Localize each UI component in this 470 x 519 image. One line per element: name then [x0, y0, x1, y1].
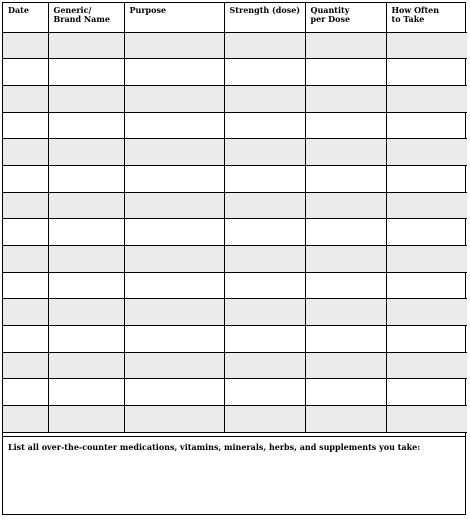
cell-how-often[interactable] [386, 406, 467, 433]
cell-date[interactable] [3, 85, 48, 112]
cell-purpose[interactable] [124, 379, 224, 406]
cell-how-often[interactable] [386, 139, 467, 166]
cell-purpose[interactable] [124, 219, 224, 246]
cell-quantity-per-dose[interactable] [305, 165, 386, 192]
otc-section [3, 436, 465, 514]
cell-date[interactable] [3, 246, 48, 273]
cell-purpose[interactable] [124, 139, 224, 166]
otc-label: List all over-the-counter medications, vitamins, minerals, herbs, and supplements you take: [8, 442, 421, 452]
cell-how-often[interactable] [386, 352, 467, 379]
table-row [3, 112, 467, 139]
cell-date[interactable] [3, 165, 48, 192]
cell-generic-brand-name[interactable] [48, 326, 124, 353]
cell-strength[interactable] [224, 139, 305, 166]
table-row [3, 406, 467, 433]
table-row [3, 139, 467, 166]
table-row [3, 379, 467, 406]
cell-strength[interactable] [224, 32, 305, 59]
cell-date[interactable] [3, 32, 48, 59]
cell-purpose[interactable] [124, 32, 224, 59]
cell-date[interactable] [3, 379, 48, 406]
cell-strength[interactable] [224, 272, 305, 299]
table-row [3, 246, 467, 273]
cell-quantity-per-dose[interactable] [305, 299, 386, 326]
table-row [3, 326, 467, 353]
table-row [3, 32, 467, 59]
cell-generic-brand-name[interactable] [48, 165, 124, 192]
cell-date[interactable] [3, 59, 48, 86]
cell-purpose[interactable] [124, 299, 224, 326]
table-row [3, 352, 467, 379]
cell-how-often[interactable] [386, 59, 467, 86]
cell-how-often[interactable] [386, 246, 467, 273]
cell-generic-brand-name[interactable] [48, 219, 124, 246]
cell-generic-brand-name[interactable] [48, 272, 124, 299]
cell-purpose[interactable] [124, 352, 224, 379]
cell-quantity-per-dose[interactable] [305, 112, 386, 139]
cell-date[interactable] [3, 406, 48, 433]
cell-quantity-per-dose[interactable] [305, 219, 386, 246]
cell-how-often[interactable] [386, 219, 467, 246]
cell-quantity-per-dose[interactable] [305, 246, 386, 273]
cell-strength[interactable] [224, 326, 305, 353]
cell-quantity-per-dose[interactable] [305, 352, 386, 379]
cell-purpose[interactable] [124, 406, 224, 433]
cell-generic-brand-name[interactable] [48, 352, 124, 379]
cell-strength[interactable] [224, 246, 305, 273]
cell-date[interactable] [3, 192, 48, 219]
cell-purpose[interactable] [124, 192, 224, 219]
cell-quantity-per-dose[interactable] [305, 59, 386, 86]
cell-strength[interactable] [224, 192, 305, 219]
cell-strength[interactable] [224, 219, 305, 246]
table-row [3, 85, 467, 112]
table-row [3, 59, 467, 86]
cell-quantity-per-dose[interactable] [305, 85, 386, 112]
cell-strength[interactable] [224, 299, 305, 326]
cell-how-often[interactable] [386, 299, 467, 326]
cell-quantity-per-dose[interactable] [305, 326, 386, 353]
table-row [3, 192, 467, 219]
cell-purpose[interactable] [124, 112, 224, 139]
cell-purpose[interactable] [124, 165, 224, 192]
cell-purpose[interactable] [124, 246, 224, 273]
column-header-strength: Strength (dose) [224, 3, 305, 32]
cell-strength[interactable] [224, 406, 305, 433]
column-header-quantity-per-dose: Quantity per Dose [305, 3, 386, 32]
cell-quantity-per-dose[interactable] [305, 272, 386, 299]
table-header-row [3, 3, 467, 32]
cell-strength[interactable] [224, 352, 305, 379]
cell-purpose[interactable] [124, 272, 224, 299]
cell-quantity-per-dose[interactable] [305, 139, 386, 166]
cell-purpose[interactable] [124, 59, 224, 86]
cell-how-often[interactable] [386, 379, 467, 406]
column-header-purpose: Purpose [124, 3, 224, 32]
cell-date[interactable] [3, 219, 48, 246]
table-row [3, 219, 467, 246]
cell-how-often[interactable] [386, 85, 467, 112]
cell-how-often[interactable] [386, 32, 467, 59]
cell-generic-brand-name[interactable] [48, 139, 124, 166]
cell-how-often[interactable] [386, 192, 467, 219]
cell-strength[interactable] [224, 59, 305, 86]
column-header-generic-brand-name: Generic/ Brand Name [48, 3, 124, 32]
cell-how-often[interactable] [386, 272, 467, 299]
cell-purpose[interactable] [124, 85, 224, 112]
cell-quantity-per-dose[interactable] [305, 32, 386, 59]
cell-generic-brand-name[interactable] [48, 299, 124, 326]
cell-date[interactable] [3, 352, 48, 379]
cell-date[interactable] [3, 112, 48, 139]
cell-date[interactable] [3, 139, 48, 166]
cell-generic-brand-name[interactable] [48, 32, 124, 59]
cell-date[interactable] [3, 272, 48, 299]
cell-quantity-per-dose[interactable] [305, 192, 386, 219]
otc-entry-area[interactable] [3, 455, 465, 514]
medication-table [3, 3, 467, 433]
cell-generic-brand-name[interactable] [48, 406, 124, 433]
cell-generic-brand-name[interactable] [48, 246, 124, 273]
cell-generic-brand-name[interactable] [48, 112, 124, 139]
cell-generic-brand-name[interactable] [48, 59, 124, 86]
cell-strength[interactable] [224, 379, 305, 406]
table-row [3, 299, 467, 326]
cell-generic-brand-name[interactable] [48, 192, 124, 219]
cell-how-often[interactable] [386, 112, 467, 139]
cell-generic-brand-name[interactable] [48, 379, 124, 406]
medication-table-body [3, 32, 467, 432]
column-header-date: Date [3, 3, 48, 32]
cell-strength[interactable] [224, 165, 305, 192]
cell-strength[interactable] [224, 85, 305, 112]
cell-strength[interactable] [224, 112, 305, 139]
cell-generic-brand-name[interactable] [48, 85, 124, 112]
table-row [3, 165, 467, 192]
medication-form [2, 2, 466, 515]
cell-purpose[interactable] [124, 326, 224, 353]
column-header-how-often: How Often to Take [386, 3, 467, 32]
cell-quantity-per-dose[interactable] [305, 379, 386, 406]
cell-quantity-per-dose[interactable] [305, 406, 386, 433]
cell-date[interactable] [3, 326, 48, 353]
cell-how-often[interactable] [386, 326, 467, 353]
table-row [3, 272, 467, 299]
cell-date[interactable] [3, 299, 48, 326]
cell-how-often[interactable] [386, 165, 467, 192]
